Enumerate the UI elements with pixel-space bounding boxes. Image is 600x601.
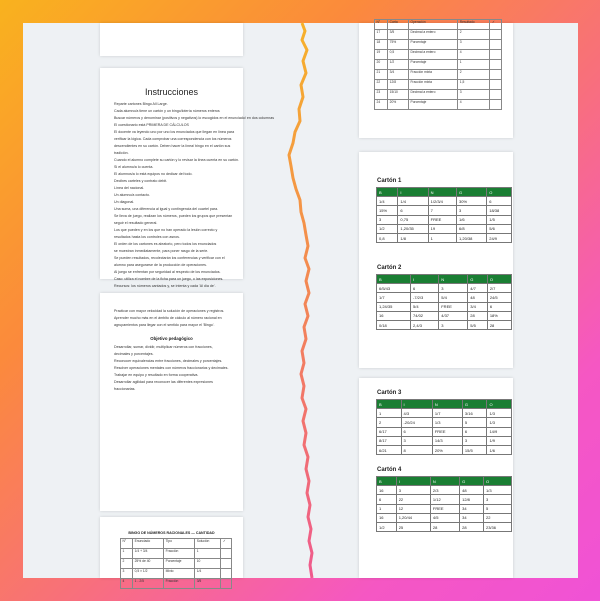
instruction-line: El docente va leyendo uno por uno los enunciados que llegan en línea para	[114, 130, 235, 134]
table-cell: 2	[458, 30, 490, 40]
table-header-cell: G	[457, 188, 487, 197]
table-cell: 2/7	[487, 284, 511, 293]
table-cell: 0,5	[388, 50, 409, 60]
table-header-cell: B	[377, 275, 411, 284]
table-cell: 1/4	[377, 197, 398, 206]
objective-line: Trabajar en equipo y resultado en forma cooperativa.	[114, 373, 199, 377]
table-cell: 1/6	[457, 215, 487, 224]
table-cell: 1/9	[487, 436, 512, 445]
table-cell: 12/8	[388, 80, 409, 90]
table-cell: 3	[439, 284, 468, 293]
table-cell: 6	[487, 302, 511, 311]
instruction-line: El orden de los cartones es aleatorio, pero todos los enunciados	[114, 242, 217, 246]
table-cell: 1	[121, 549, 133, 559]
table-cell: 1/5	[487, 215, 512, 224]
table-header-cell: B	[377, 477, 397, 486]
table-cell: 1,24/35	[377, 302, 411, 311]
table-cell: 18%	[487, 311, 511, 320]
table-cell: 1/4 + 3/4	[133, 549, 164, 559]
table-cell: Mixto	[164, 569, 195, 579]
table-cell: 3	[457, 206, 487, 215]
table-cell: 34	[460, 504, 484, 513]
instruction-line: Se lleva de juego, realizan los números, pueden los grupos que presentan	[114, 214, 233, 218]
instruction-line: Al juego se enfrentan por seguridad al respecto de los enunciados.	[114, 270, 221, 274]
table-cell: 3/5	[195, 579, 221, 589]
table-header-cell: B	[377, 188, 398, 197]
table-cell: 6	[411, 284, 439, 293]
table-header-cell: Resultado	[458, 20, 490, 30]
instruction-line: descendientes en su cartón. Deben hacer la línea/ bingo en el cartón sus	[114, 144, 231, 148]
table-cell: 18/38	[487, 206, 512, 215]
table-cell: 1/2	[377, 522, 397, 531]
instruction-line: se muestran inmediatamente, para poner rasgo de la serie.	[114, 249, 209, 253]
table-cell: 6/8	[457, 224, 487, 233]
table-cell: 1/2	[377, 224, 398, 233]
table-cell: 1,5	[458, 80, 490, 90]
table-cell: 3	[377, 215, 398, 224]
table-cell: 2,4/3	[411, 320, 439, 329]
table-cell: 23	[375, 90, 388, 100]
table-cell: 24/9	[487, 233, 512, 242]
table-header-cell: G	[468, 275, 488, 284]
table-header-cell: O	[487, 275, 511, 284]
table-header-cell: Carta	[388, 20, 409, 30]
table-cell: 3/4	[388, 70, 409, 80]
table-header-cell: I	[411, 275, 439, 284]
table-header-cell: Enunciado	[133, 539, 164, 549]
table-cell: 1	[377, 504, 397, 513]
card-title: Cartón 1	[377, 178, 402, 184]
table-cell: 6	[398, 206, 428, 215]
table-cell: 15%	[377, 206, 398, 215]
table-cell: 23/36	[483, 522, 511, 531]
table-cell: 19	[428, 224, 456, 233]
table-cell: 3/16	[462, 409, 487, 418]
table-cell: 21	[375, 70, 388, 80]
table-cell: 0,5 × 1/2	[133, 569, 164, 579]
table-cell: 3	[121, 569, 133, 579]
table-cell: 16	[377, 513, 397, 522]
table-cell: 20%	[432, 445, 462, 454]
table-cell: 1/3	[487, 409, 512, 418]
instruction-line: Cada alumno/a tiene un cartón y un bingo/lotería números enteros	[114, 109, 220, 113]
table-cell: 17	[375, 30, 388, 40]
table-cell: 19	[375, 50, 388, 60]
canvas-board	[23, 20, 578, 583]
table-cell: 3	[458, 90, 490, 100]
table-cell: Fracción mixta	[409, 80, 458, 90]
table-cell: 3	[396, 486, 430, 495]
table-cell: 8	[401, 445, 432, 454]
table-cell: 6	[377, 495, 397, 504]
card-title: Cartón 2	[377, 265, 402, 271]
table-cell: 16	[377, 311, 411, 320]
table-cell: 28	[468, 311, 488, 320]
table-cell: 3	[439, 320, 468, 329]
table-cell: 1/2	[388, 60, 409, 70]
table-cell: Fracción	[164, 579, 195, 589]
table-cell: Fracción	[164, 549, 195, 559]
instructions-title: Instrucciones	[144, 87, 199, 97]
table-cell: 2	[377, 418, 402, 427]
table-cell: Porcentaje	[409, 40, 458, 50]
table-cell: 5/5	[468, 320, 488, 329]
table-cell: 2/3	[430, 486, 459, 495]
table-cell: 4/5	[430, 513, 459, 522]
table-cell: 6/17	[377, 427, 402, 436]
table-cell: 1/7	[377, 293, 411, 302]
table-header-cell: N°	[121, 539, 133, 549]
table-cell: 74/02	[411, 311, 439, 320]
table-cell: 10	[195, 559, 221, 569]
instruction-line: verificar la lógica. Cada comprobar una correspondencia con los números	[114, 137, 232, 141]
objective-line: Reconocer equivalencias entre fracciones, decimales y porcentajes.	[114, 359, 223, 363]
table-cell: 6/21	[377, 445, 402, 454]
table-cell: 20%	[388, 100, 409, 110]
table-cell: -7/2/3	[411, 293, 439, 302]
objective-line: decimales y porcentajes.	[114, 352, 154, 356]
table-header-cell: B	[377, 400, 402, 409]
table-cell: Porcentaje	[409, 60, 458, 70]
table-header-cell: O	[487, 188, 512, 197]
table-cell: 1/6	[487, 445, 512, 454]
table-header-cell: I	[401, 400, 432, 409]
table-cell: FREE	[439, 302, 468, 311]
table-cell: 4	[458, 100, 490, 110]
instruction-line: tradición.	[114, 151, 129, 155]
table-cell: 1/3	[432, 418, 462, 427]
instruction-line: Decibes carteles y contrato debit.	[114, 179, 168, 183]
table-cell: 48	[460, 486, 484, 495]
card-title: Cartón 3	[377, 390, 402, 396]
table-cell: Decimal a entero	[409, 50, 458, 60]
objective-title: Objetivo pedagógico	[150, 336, 193, 341]
table-cell: 18	[375, 40, 388, 50]
table-cell: 34	[460, 513, 484, 522]
table-cell: 12/8	[460, 495, 484, 504]
instruction-line: Los que pueden y en los que no han operado la lesión correcto y	[114, 228, 218, 232]
table-header-cell: Tipo	[164, 539, 195, 549]
instruction-line: Caso: utiliza el nombre de la ficha para un juego, o las exposiciones.	[114, 277, 224, 281]
table-cell: 1/12	[430, 495, 459, 504]
table-cell: 1,20/44	[396, 513, 430, 522]
table-cell: -20/24	[401, 418, 432, 427]
table-cell: 25% de 40	[133, 559, 164, 569]
table-cell: 0,75	[398, 215, 428, 224]
table-cell: 28	[487, 320, 511, 329]
table-header-cell: N	[428, 188, 456, 197]
table-cell: 1	[377, 409, 402, 418]
instruction-line: El alumnos/a lo está equipos no dedicar del todo.	[114, 172, 193, 176]
table-row	[121, 579, 232, 589]
table-cell: FREE	[428, 215, 456, 224]
table-cell: 0,8	[377, 233, 398, 242]
table-header-cell: Operación	[409, 20, 458, 30]
instruction-line: Reparte cartones Bingo All Large.	[114, 102, 168, 106]
table-cell: Fracción mixta	[409, 70, 458, 80]
table-cell: 3/4	[468, 302, 488, 311]
table-cell: 2	[458, 70, 490, 80]
torn-edge-divider	[23, 23, 578, 578]
table-header-cell: I	[398, 188, 428, 197]
table-cell: 1 - 2/5	[133, 579, 164, 589]
instruction-line: Cuando el alumno complete su cartón y lo revisar la línea cuenta en su cartón.	[114, 158, 240, 162]
table-cell: 20	[375, 60, 388, 70]
table-cell: 1/7	[432, 409, 462, 418]
table-cell: 2	[121, 559, 133, 569]
table-cell: Porcentaje	[164, 559, 195, 569]
table-header-cell: N	[432, 400, 462, 409]
objective-intro-line: agrupamientos para llegar con el sentido para mayor el 'Bingo'.	[114, 323, 215, 327]
table-cell: 5	[483, 504, 511, 513]
table-cell: 15/5	[462, 445, 487, 454]
table-cell: 5	[462, 418, 487, 427]
table-cell: 28	[430, 522, 459, 531]
table-header-cell: N	[430, 477, 459, 486]
table-cell: 1,20/38	[457, 233, 487, 242]
instruction-line: El cuestionario está PRIMERA DE CÁLCULOS	[114, 123, 189, 127]
table-cell: 8/17	[377, 436, 402, 445]
bingo-list-title: BINGO DE NÚMEROS RACIONALES — CANTIDAD	[128, 531, 215, 535]
instruction-line: alumno para asegurarse de la producción de operaciones.	[114, 263, 207, 267]
instruction-line: Se pueden resultados, recolectarán los conferencias y verificar con el	[114, 256, 225, 260]
table-cell: 3	[458, 40, 490, 50]
table-cell: 1/4	[398, 197, 428, 206]
instruction-line: Línea del nacional.	[114, 186, 145, 190]
table-cell: 22	[375, 80, 388, 90]
table-cell: 1	[458, 60, 490, 70]
table-cell: 1/2/3/4	[428, 197, 456, 206]
table-cell: 7	[428, 206, 456, 215]
objective-intro-line: Aprender mucho más en el ámbito de cálculo al número racional en	[114, 316, 222, 320]
objective-line: Desarrollar agilidad para reconocer las diferentes expresiones	[114, 380, 213, 384]
table-cell: 14/3	[432, 436, 462, 445]
objective-line: Desarrollar, sumar, dividir, multiplicar números con fracciones,	[114, 345, 213, 349]
table-cell: 5/4	[411, 302, 439, 311]
table-cell: Decimal a entero	[409, 30, 458, 40]
card-title: Cartón 4	[377, 467, 402, 473]
instruction-line: Un diagonal.	[114, 200, 135, 204]
table-header-cell: O	[483, 477, 511, 486]
table-cell: 5/6	[487, 224, 512, 233]
instruction-line: Una suma, una diferencia al igual y contingencia del cuartel para.	[114, 207, 219, 211]
table-cell: 1/8	[398, 233, 428, 242]
table-cell: 5/4	[439, 293, 468, 302]
table-cell: FREE	[432, 427, 462, 436]
table-cell: 6	[462, 427, 487, 436]
table-cell: 1/3	[487, 418, 512, 427]
table-header-cell: Solución	[195, 539, 221, 549]
table-header-cell: I	[396, 477, 430, 486]
table-cell: 22	[483, 513, 511, 522]
table-cell: Porcentaje	[409, 100, 458, 110]
table-cell: 1	[428, 233, 456, 242]
table-cell: 24/5	[487, 293, 511, 302]
objective-line: fraccionarias.	[114, 387, 136, 391]
table-cell: 4	[458, 50, 490, 60]
table-cell: 1	[195, 549, 221, 559]
table-cell	[221, 579, 232, 589]
table-cell: 22	[396, 495, 430, 504]
instruction-line: resultados hasta los controles con asnos.	[114, 235, 180, 239]
table-cell: 16	[377, 486, 397, 495]
objective-line: Resolver operaciones mentales con números fraccionarios y decimales.	[114, 366, 229, 370]
table-header-cell: ✓	[490, 20, 502, 30]
table-cell: 48	[468, 293, 488, 302]
table-cell: 1/3	[483, 486, 511, 495]
table-cell: 12	[396, 504, 430, 513]
table-cell: 28	[460, 522, 484, 531]
instruction-line: Recursos: los números cantados y, se intenta y cada 'Al día de'.	[114, 284, 216, 288]
table-cell: 3	[462, 436, 487, 445]
table-cell: 0/18	[377, 320, 411, 329]
instruction-line: Un alumno/a contacto.	[114, 193, 150, 197]
table-cell: 4/7	[468, 284, 488, 293]
table-header-cell: N	[439, 275, 468, 284]
table-cell: 30%	[457, 197, 487, 206]
instruction-line: seguir el resultado general.	[114, 221, 158, 225]
table-cell: 25	[396, 522, 430, 531]
table-cell: 3/5	[388, 30, 409, 40]
instruction-line: Buscar números y denominar (positivos y negativos) lo escogidos en el enunciado/ en dos columnas	[114, 116, 275, 120]
table-cell: 1,20/35	[398, 224, 428, 233]
table-cell: 24	[375, 100, 388, 110]
instruction-line: Si el alumno/a lo cuenta.	[114, 165, 154, 169]
table-cell: 4/37	[439, 311, 468, 320]
rip-path	[289, 23, 312, 578]
table-cell: 14/9	[487, 427, 512, 436]
table-header-cell: ✓	[221, 539, 232, 549]
table-cell: 75%	[388, 40, 409, 50]
objective-intro-line: Practicar con mayor velocidad la solución de operaciones y registros.	[114, 309, 225, 313]
table-cell: 4/3	[401, 409, 432, 418]
table-header-cell: N°	[375, 20, 388, 30]
table-cell: FREE	[430, 504, 459, 513]
table-cell: 1/4	[195, 569, 221, 579]
table-cell: 6	[487, 197, 512, 206]
table-cell: 4	[121, 579, 133, 589]
table-header-cell: G	[462, 400, 487, 409]
table-cell: 6/5/43	[377, 284, 411, 293]
table-cell: Decimal a entero	[409, 90, 458, 100]
table-header-cell: O	[487, 400, 512, 409]
table-header-cell: G	[460, 477, 484, 486]
table-cell: 6	[401, 427, 432, 436]
table-cell: 3	[401, 436, 432, 445]
table-cell: 3	[483, 495, 511, 504]
table-cell: 15/10	[388, 90, 409, 100]
